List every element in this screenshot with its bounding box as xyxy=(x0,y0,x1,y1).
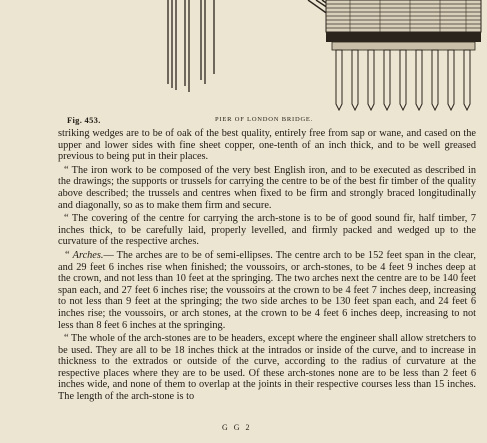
paragraph: “ The iron work to be composed of the very best English iron, and to be executed as described in the drawings; the supports or trussels for carrying the centre to be of the best fir timber of the quality above described; the trussels and centres when fixed to be firm and strongly braced longitudinally and diagonally, so as to make them firm and secure. xyxy=(58,164,476,211)
body-text xyxy=(58,128,476,405)
section-lead: “ Arches. xyxy=(64,249,104,261)
paragraph-body: — The arches are to be of semi-ellipses. The centre arch to be 152 feet span in the clear, and 29 feet 6 inches rise when finished; the voussoirs, or arch-stones, to be 4 feet 9 inches deep at the crown, and not less than 10 feet at the springing. The two arches next the centre are to be 140 feet span each, and 27 feet 6 inches rise; the voussoirs at the crown to be 4 feet 7 inches deep, increasing to not less than 9 feet at the springing; the two side arches to be 130 feet span each, and 24 feet 6 inches rise; the voussoirs, or arch stones, at the crown to be 4 feet 6 inches deep, increasing to not less than 8 feet 6 inches at the springing. xyxy=(58,249,476,331)
figure-caption: PIER OF LONDON BRIDGE. xyxy=(215,116,314,123)
left-piles xyxy=(168,0,214,92)
signature-mark: G G 2 xyxy=(222,423,252,432)
paragraph: “ The whole of the arch-stones are to be headers, except where the engineer shall allow stretchers to be used. They are all to be 18 inches thick at the intrados or inside of the curve, and to increase in thickness to the extrados or outside of the curve, according to the radius of curvature at the respective places where they are to be used. Of these arch-stones none are to be less than 2 feet 6 inches wide, and none of them to overlap at the joints in their respective courses less than 15 inches. The length of the arch-stone is to xyxy=(58,333,476,403)
paragraph: striking wedges are to be of oak of the best quality, entirely free from sap or wane, and cased on the upper and lower sides with fine sheet copper, one-tenth of an inch thick, and to be well greased previous to being put in their places. xyxy=(58,128,476,163)
pier-piles xyxy=(336,50,470,110)
figure-number: Fig. 453. xyxy=(67,115,101,125)
paragraph-arches xyxy=(58,250,476,331)
paragraph: “ The covering of the centre for carrying the arch-stone is to be of good sound fir, half timber, 7 inches thick, to be carefully laid, properly levelled, and firmly packed and wedged up to the curvature of the respective arches. xyxy=(58,213,476,248)
pier-masonry xyxy=(326,0,481,50)
pier-illustration xyxy=(0,0,487,112)
